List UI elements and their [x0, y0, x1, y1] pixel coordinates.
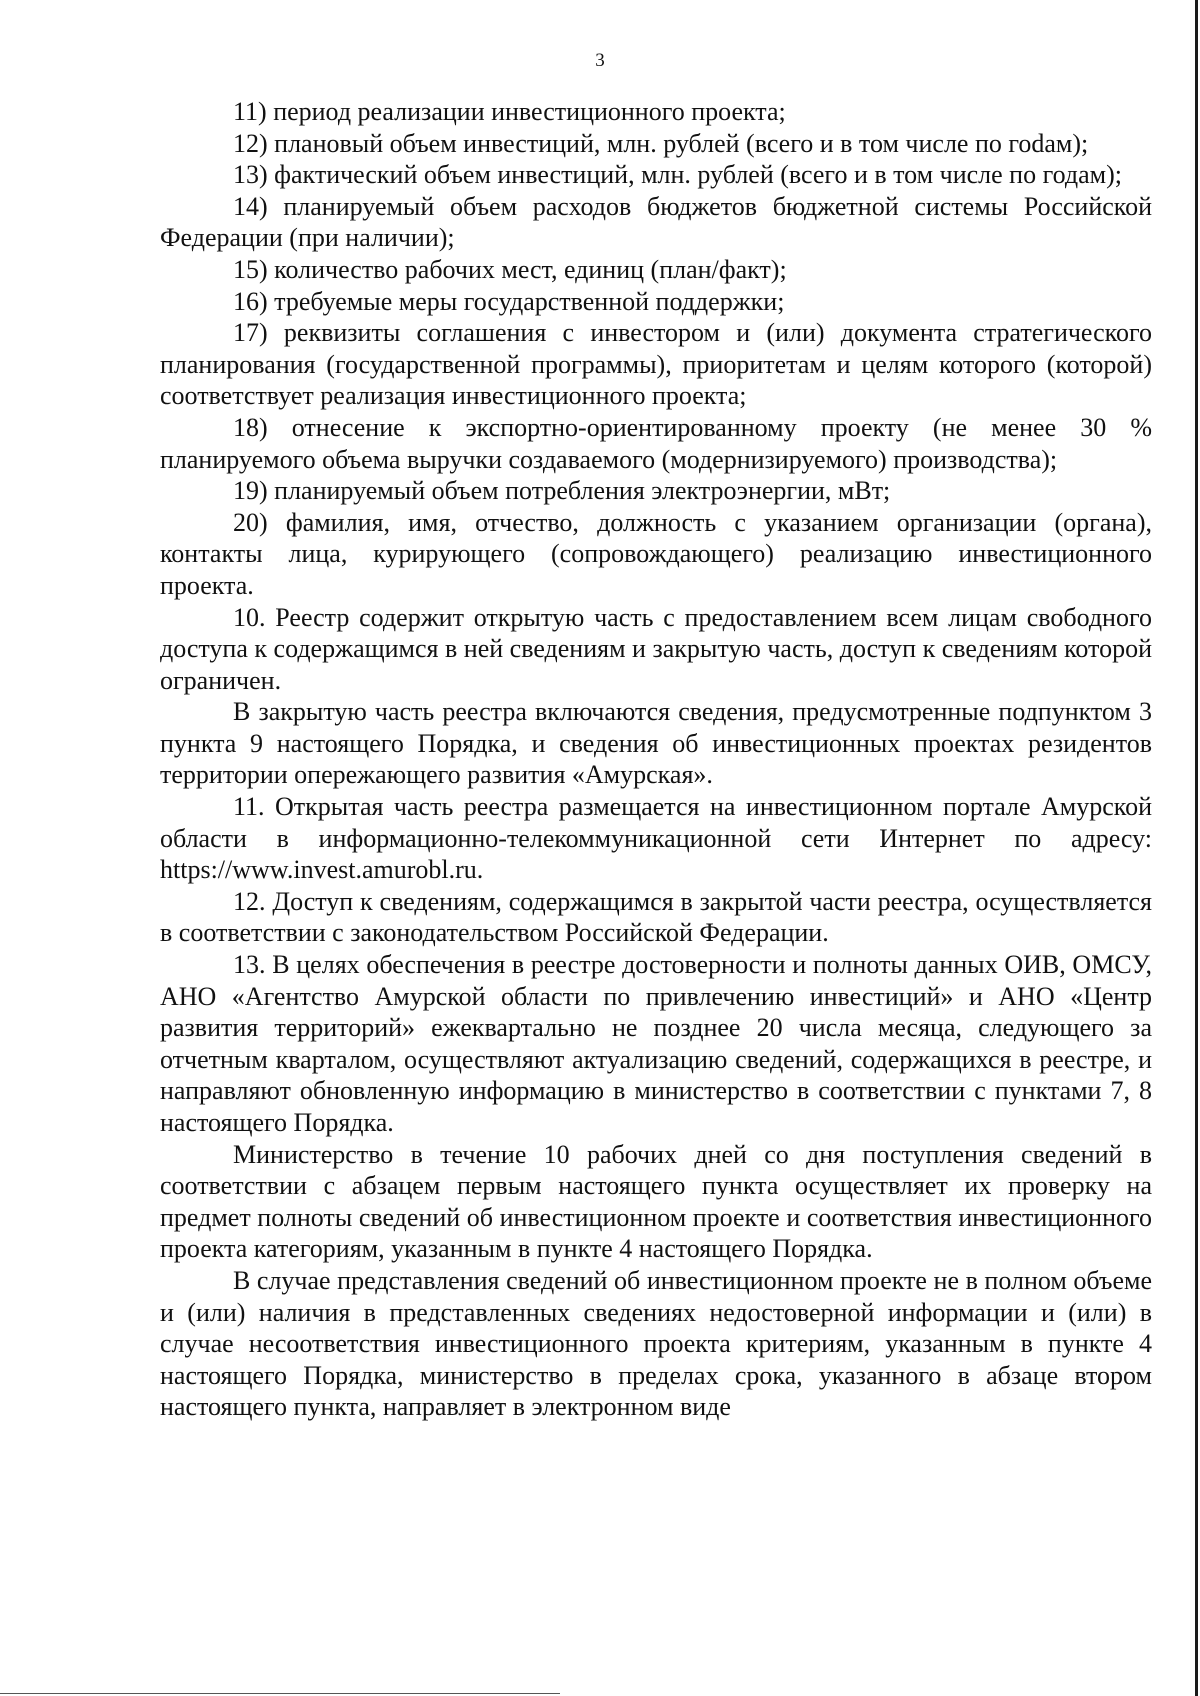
page-number: 3	[595, 50, 605, 71]
list-item-17: 17) реквизиты соглашения с инвестором и (или) документа стратегического планирования (государственной программы), приоритетам и целям которого (которой) соответствует реализация инвестиционного проекта;	[160, 318, 1152, 411]
list-item-18: 18) отнесение к экспортно-ориентированному проекту (не менее 30 % планируемого объема выручки создаваемого (модернизируемого) производства);	[160, 412, 1152, 474]
clause-13: 13. В целях обеспечения в реестре достоверности и полноты данных ОИВ, ОМСУ, АНО «Агентство Амурской области по привлечению инвестиций» и АНО «Центр развития территорий» ежеквартально не позднее 20 числа месяца, следующего за отчетным кварталом, осуществляют актуализацию сведений, содержащихся в реестре, и направляют обновленную информацию в министерство в соответствии с пунктами 7, 8 настоящего Порядка.	[160, 950, 1152, 1137]
scan-edge-right	[1195, 0, 1198, 1696]
clause-12: 12. Доступ к сведениям, содержащимся в закрытой части реестра, осуществляется в соответствии с законодательством Российской Федерации.	[160, 886, 1152, 948]
list-item-12: 12) плановый объем инвестиций, млн. рублей (всего и в том числе по гоdам);	[233, 128, 1089, 158]
clause-13-paragraph-2: Министерство в течение 10 рабочих дней со дня поступления сведений в соответствии с абзацем первым настоящего пункта осуществляет их проверку на предмет полноты сведений об инвестиционном проекте и соответствия инвестиционного проекта категориям, указанным в пункте 4 настоящего Порядка.	[160, 1139, 1152, 1264]
scan-edge-bottom	[0, 1693, 560, 1694]
list-item-16: 16) требуемые меры государственной поддержки;	[233, 286, 785, 316]
clause-10: 10. Реестр содержит открытую часть с предоставлением всем лицам свободного доступа к содержащимся в ней сведениям и закрытую часть, доступ к сведениям которой ограничен.	[160, 602, 1152, 695]
list-item-14: 14) планируемый объем расходов бюджетов бюджетной системы Российской Федерации (при наличии);	[160, 191, 1152, 253]
document-body	[160, 96, 1152, 1423]
list-item-13: 13) фактический объем инвестиций, млн. рублей (всего и в том числе по годам);	[233, 160, 1122, 190]
list-item-19: 19) планируемый объем потребления электроэнергии, мВт;	[233, 476, 891, 506]
clause-13-paragraph-3: В случае представления сведений об инвестиционном проекте не в полном объеме и (или) наличия в представленных сведениях недостоверной информации и (или) в случае несоответствия инвестиционного проекта критериям, указанным в пункте 4 настоящего Порядка, министерство в пределах срока, указанного в абзаце втором настоящего пункта, направляет в электронном виде	[160, 1265, 1152, 1422]
list-item-20: 20) фамилия, имя, отчество, должность с указанием организации (органа), контакты лица, курирующего (сопровождающего) реализацию инвестиционного проекта.	[160, 507, 1152, 600]
clause-10-paragraph-2: В закрытую часть реестра включаются сведения, предусмотренные подпунктом 3 пункта 9 настоящего Порядка, и сведения об инвестиционных проектах резидентов территории опережающего развития «Амурская».	[160, 697, 1152, 790]
list-item-11: 11) период реализации инвестиционного проекта;	[233, 97, 786, 126]
list-item-15: 15) количество рабочих мест, единиц (план/факт);	[233, 254, 787, 284]
clause-11: 11. Открытая часть реестра размещается на инвестиционном портале Амурской области в информационно-телекоммуникационной сети Интернет по адресу: https://www.invest.amurobl.ru.	[160, 792, 1152, 885]
